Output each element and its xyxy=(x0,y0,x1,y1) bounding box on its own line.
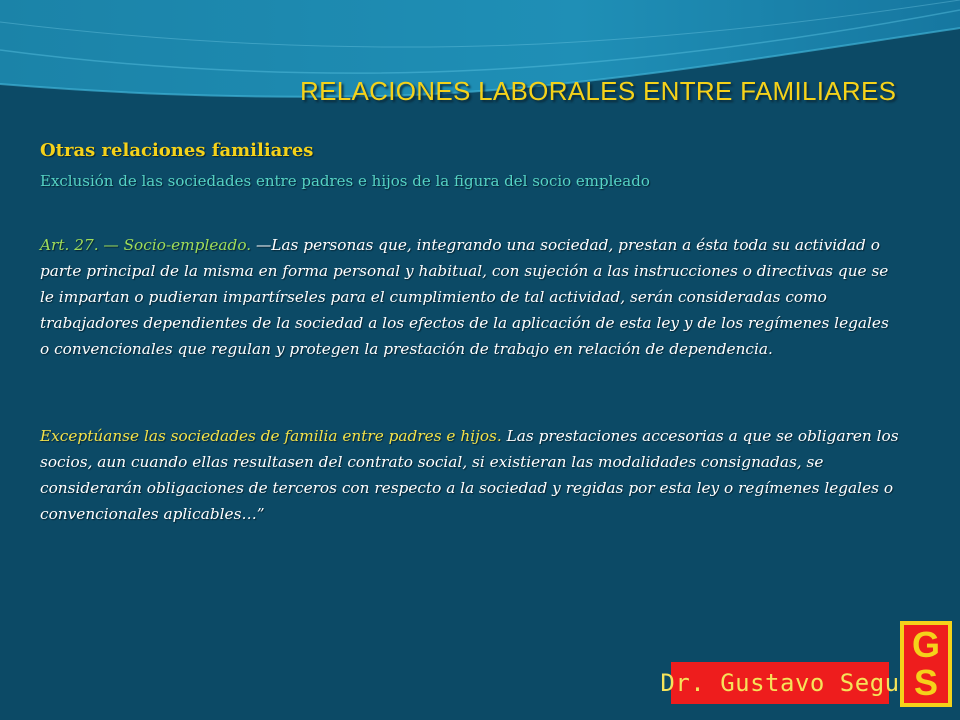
article-body: —Las personas que, integrando una sociedad, prestan a ésta toda su actividad o parte principal de la misma en forma personal y habitual, con sujeción a las instrucciones o directivas que se le impartan o pudieran impartírseles para el cumplimiento de tal actividad, serán consideradas como trabajadores dependientes de la sociedad a los efectos de la aplicación de esta ley y de los regímenes legales o convencionales que regulan y protegen la prestación de trabajo en relación de dependencia. xyxy=(40,236,889,358)
author-badge xyxy=(660,662,900,704)
gs-logo xyxy=(900,621,952,707)
logo-letter-g: G xyxy=(911,624,940,665)
section-description: Exclusión de las sociedades entre padres e hijos de la figura del socio empleado xyxy=(40,172,650,190)
section-subtitle: Otras relaciones familiares xyxy=(40,140,314,161)
exception-paragraph xyxy=(40,423,900,527)
logo-letter-s: S xyxy=(913,662,938,703)
slide-title: RELACIONES LABORALES ENTRE FAMILIARES xyxy=(300,76,897,106)
exception-heading: Exceptúanse las sociedades de familia entre padres e hijos. xyxy=(40,427,502,445)
header-wave-decoration xyxy=(0,0,960,140)
author-name: Dr. Gustavo Segu xyxy=(660,669,900,697)
article-paragraph xyxy=(40,232,900,362)
article-heading: Art. 27. — Socio-empleado. xyxy=(40,236,256,254)
exception-body: Las prestaciones accesorias a que se obligaren los socios, aun cuando ellas resultasen del contrato social, si existieran las modalidades consignadas, se considerarán obligaciones de terceros con respecto a la sociedad y regidas por esta ley o regímenes legales o convencionales aplicables…” xyxy=(40,427,899,523)
